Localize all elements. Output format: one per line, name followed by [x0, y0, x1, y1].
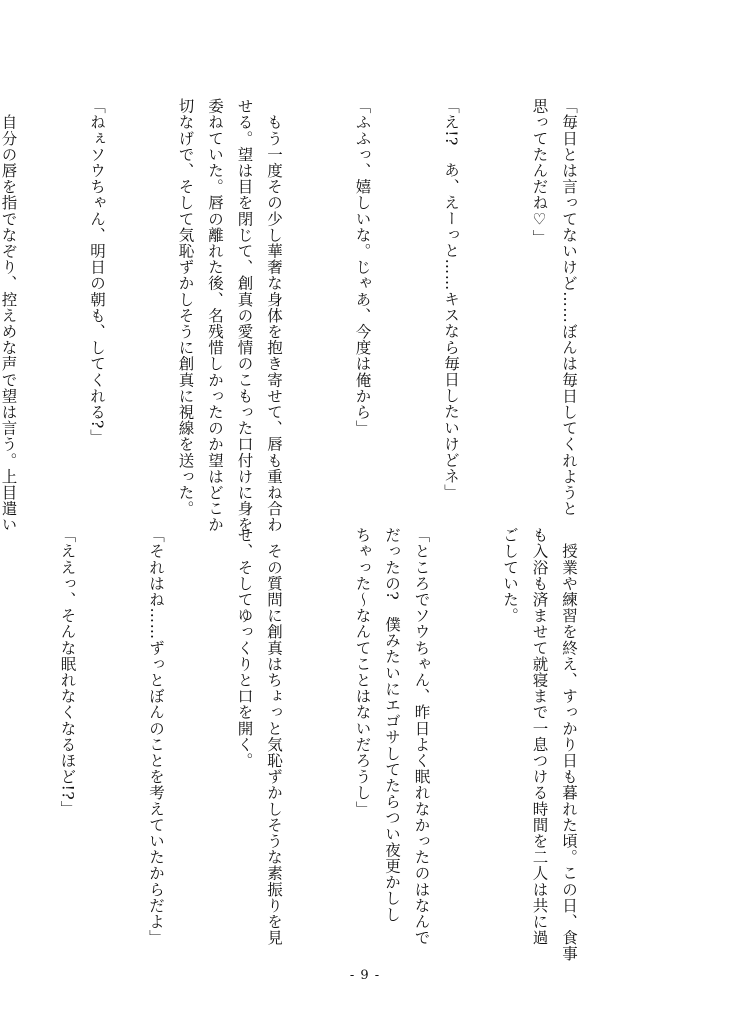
- text-block-top: [0, 98, 642, 533]
- paragraph: 自分の唇を指でなぞり、控えめな声で望は言う。上目遣い: [0, 114, 18, 533]
- paragraph: 「ねぇソウちゃん、明日の朝も、してくれる?」: [88, 98, 106, 446]
- paragraph: 「ええっ、そんな眠れなくなるほど!?」: [58, 527, 77, 817]
- text-block-bottom: [58, 527, 642, 962]
- paragraph: 「ところでソウちゃん、昨日よく眠れなかったのはなんで だったの? 僕みたいにエゴサしてたらつい夜更かしし ちゃった～なんてことはないだろうし」: [353, 527, 431, 946]
- paragraph: その質問に創真はちょっと気恥ずかしそうな素振りを見 せ、そしてゆっくりと口を開く。: [235, 527, 283, 946]
- page-number: - 9 -: [349, 968, 381, 983]
- paragraph: 授業や練習を終え、すっかり日も暮れた頃。この日、食事 も入浴も済ませて就寝まで一息つける時間を二人は共に過 ごしていた。: [501, 527, 578, 962]
- paragraph: 「毎日とは言ってないけど……ぼんは毎日してくれようと 思ってたんだね♡」: [530, 98, 578, 517]
- paragraph: 「それはね……ずっとぼんのことを考えていたからだよ」: [147, 527, 165, 946]
- paragraph: 「ふふっ、嬉しいな。じゃあ、今度は俺から」: [353, 98, 372, 437]
- paragraph: 「え!? あ、えーっと……キスなら毎日したいけどネ」: [442, 98, 460, 501]
- paragraph: もう一度その少し華奢な身体を抱き寄せて、唇も重ね合わ せる。望は目を閉じて、創真の愛情のこもった口付けに身を 委ねていた。唇の離れた後、名残惜しかったのか望はどこか 切なげで、そして気恥ずかしそうに創真に視線を送った。: [176, 98, 283, 533]
